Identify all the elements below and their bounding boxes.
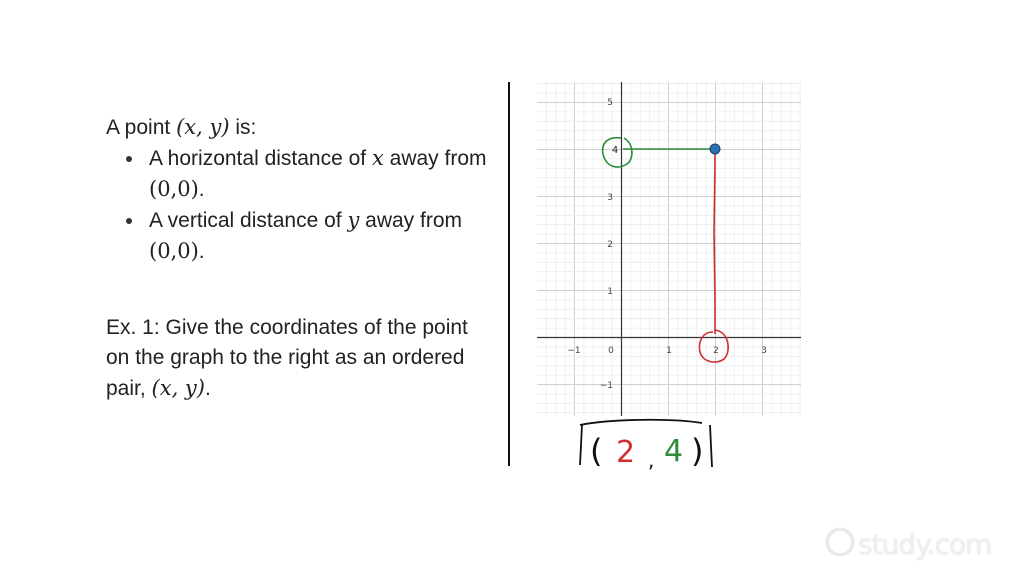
x-tick-neg1: −1 [567, 346, 581, 356]
vertical-guide-line [714, 149, 715, 334]
y-tick-neg1: −1 [599, 381, 613, 391]
answer-comma: , [648, 448, 655, 472]
lesson-text [106, 112, 506, 267]
x-tick-3: 3 [761, 346, 767, 356]
x-tick-0: 0 [608, 346, 614, 356]
answer-open-paren: ( [590, 432, 603, 470]
answer-box-left [580, 425, 582, 465]
column-divider [508, 82, 510, 466]
answer-annotation [570, 415, 720, 475]
y-tick-3: 3 [607, 193, 613, 203]
y-tick-5: 5 [607, 98, 613, 108]
point-definition-heading: A point (x, y) is: [106, 115, 257, 139]
answer-close-paren: ) [691, 432, 704, 470]
definition-list [106, 143, 506, 267]
x-tick-1: 1 [666, 346, 672, 356]
y-tick-2: 2 [607, 240, 613, 250]
logo-icon [826, 528, 854, 556]
answer-y-value: 4 [664, 434, 684, 469]
answer-box-top [580, 420, 702, 425]
bullet-horizontal-distance: A horizontal distance of x away from (0,0). [106, 143, 506, 205]
x-tick-2: 2 [713, 346, 719, 356]
bullet-vertical-distance: A vertical distance of y away from (0,0). [106, 205, 506, 267]
y-tick-4: 4 [611, 145, 619, 156]
answer-x-value: 2 [616, 435, 636, 470]
plotted-point [710, 144, 720, 154]
y-tick-1: 1 [607, 287, 613, 297]
answer-box-right [710, 425, 712, 467]
graph-grid [537, 82, 801, 416]
example-prompt: Ex. 1: Give the coordinates of the point on the graph to the right as an ordered pair, (x, y). [106, 316, 468, 400]
study-com-watermark: study.com [826, 528, 991, 561]
coordinate-graph [537, 82, 801, 416]
